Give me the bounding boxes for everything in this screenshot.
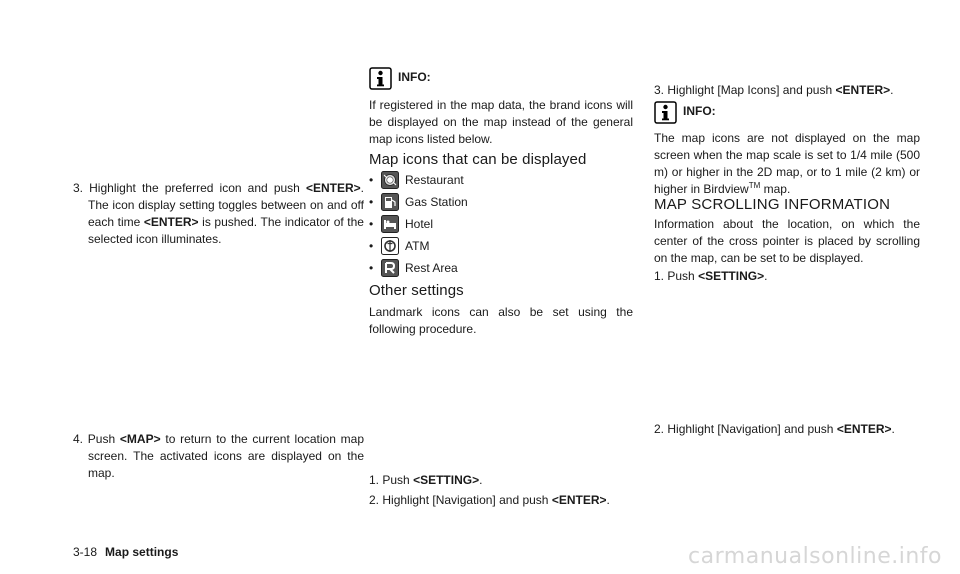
hotel-icon	[381, 215, 399, 233]
list-item: • Hotel	[369, 213, 468, 235]
step-1-middle: 1. Push <SETTING>.	[369, 473, 483, 487]
info-block-header	[654, 101, 716, 127]
info-block-header	[369, 67, 431, 93]
list-item: • Restaurant	[369, 169, 468, 191]
page-number: 3-18	[73, 545, 98, 559]
watermark: carmanualsonline.info	[688, 544, 942, 569]
page-footer	[73, 545, 178, 559]
info-text: If registered in the map data, the brand icons will be displayed on the map instead of the general map icons listed below.	[369, 98, 633, 146]
list-item: • Rest Area	[369, 257, 468, 279]
step-2-right: 2. Highlight [Navigation] and push <ENTER>.	[654, 422, 895, 436]
step-3-right: 3. Highlight [Map Icons] and push <ENTER>.	[654, 83, 894, 97]
rest-area-icon	[381, 259, 399, 277]
atm-icon	[381, 237, 399, 255]
section-title: Map settings	[105, 545, 179, 559]
gas-station-icon	[381, 193, 399, 211]
restaurant-icon	[381, 171, 399, 189]
info-title: INFO:	[398, 70, 431, 84]
list-item: • Gas Station	[369, 191, 468, 213]
scroll-info-text: Information about the location, on which the center of the cross pointer is placed by scrolling on the map, can be set to be displayed.	[654, 217, 920, 265]
map-icon-list	[369, 169, 468, 279]
step-3-left: 3. Highlight the preferred icon and push <ENTER>. The icon display setting toggles between on and off each time <ENTER> is pushed. The indicator of the selected icon illuminates.	[73, 181, 364, 246]
list-item: • ATM	[369, 235, 468, 257]
info-icon	[369, 67, 392, 90]
step-2-middle: 2. Highlight [Navigation] and push <ENTER>.	[369, 493, 610, 507]
step-1-right: 1. Push <SETTING>.	[654, 269, 768, 283]
step-4-left: 4. Push <MAP> to return to the current location map screen. The activated icons are displayed on the map.	[73, 432, 364, 480]
other-settings-text: Landmark icons can also be set using the following procedure.	[369, 305, 633, 336]
section-heading-map-scrolling: MAP SCROLLING INFORMATION	[654, 196, 891, 213]
section-heading-other-settings: Other settings	[369, 282, 464, 299]
info-icon	[654, 101, 677, 124]
section-heading-map-icons: Map icons that can be displayed	[369, 151, 587, 168]
info-title: INFO:	[683, 104, 716, 118]
info-text: The map icons are not displayed on the map screen when the map scale is set to 1/4 mile (500 m) or higher in the 2D map, or to 1 mile (2 km) or higher in Birdview™ map.	[654, 131, 920, 196]
